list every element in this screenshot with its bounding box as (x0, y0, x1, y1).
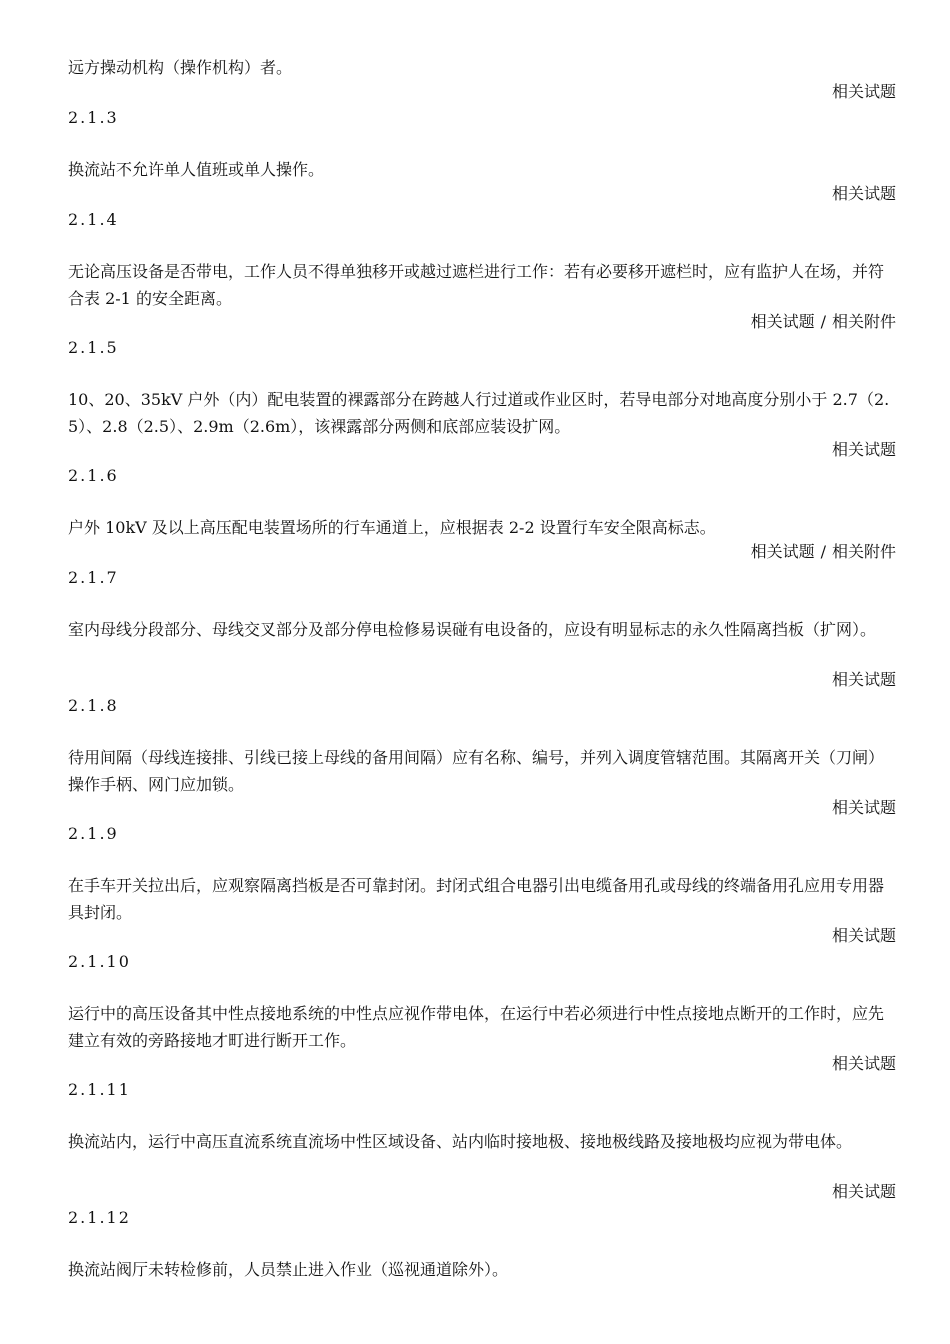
related-attachments-link[interactable]: 相关附件 (831, 542, 896, 561)
clause-number: 2.1.12 (68, 1208, 131, 1227)
clause-text: 无论高压设备是否带电，工作人员不得单独移开或越过遮栏进行工作：若有必要移开遮栏时，应有监护人在场，并符合表 2-1 的安全距离。 (68, 262, 885, 308)
clause-number: 2.1.5 (68, 338, 119, 357)
clause-text: 在手车开关拉出后，应观察隔离挡板是否可靠封闭。封闭式组合电器引出电缆备用孔或母线的终端备用孔应用专用器具封闭。 (68, 876, 885, 922)
clause-text: 室内母线分段部分、母线交叉部分及部分停电检修易误碰有电设备的，应设有明显标志的永久性隔离挡板（扩网）。 (68, 620, 877, 639)
clause-links (832, 1180, 896, 1204)
clause-text: 换流站内，运行中高压直流系统直流场中性区域设备、站内临时接地极、接地极线路及接地极均应视为带电体。 (68, 1132, 853, 1151)
link-separator: / (820, 312, 826, 331)
clause-links (832, 438, 896, 462)
link-separator: / (820, 542, 826, 561)
clause-text: 换流站不允许单人值班或单人操作。 (68, 160, 325, 179)
clause-links (832, 668, 896, 692)
related-questions-link[interactable]: 相关试题 (831, 82, 896, 101)
related-questions-link[interactable]: 相关试题 (831, 798, 896, 817)
related-questions-link[interactable]: 相关试题 (831, 1054, 896, 1073)
related-questions-link[interactable]: 相关试题 (831, 670, 896, 689)
related-questions-link[interactable]: 相关试题 (831, 184, 896, 203)
clause-text: 运行中的高压设备其中性点接地系统的中性点应视作带电体，在运行中若必须进行中性点接地点断开的工作时，应先建立有效的旁路接地才町进行断开工作。 (68, 1004, 885, 1050)
related-questions-link[interactable]: 相关试题 (831, 1182, 896, 1201)
intro-text: 远方操动机构（操作机构）者。 (68, 58, 293, 77)
clause-links (751, 310, 896, 334)
clause-text: 户外 10kV 及以上高压配电装置场所的行车通道上，应根据表 2-2 设置行车安全限高标志。 (68, 518, 716, 537)
clause-number: 2.1.8 (68, 696, 119, 715)
clause-number: 2.1.10 (68, 952, 131, 971)
clause-links (751, 540, 896, 564)
clause-number: 2.1.4 (68, 210, 119, 229)
clause-number: 2.1.6 (68, 466, 119, 485)
related-questions-link[interactable]: 相关试题 (750, 312, 815, 331)
clause-number: 2.1.9 (68, 824, 119, 843)
related-questions-link-0[interactable] (832, 80, 896, 104)
clause-number: 2.1.11 (68, 1080, 131, 1099)
clause-text: 待用间隔（母线连接排、引线已接上母线的备用间隔）应有名称、编号，并列入调度管辖范围。其隔离开关（刀闸）操作手柄、网门应加锁。 (68, 748, 885, 794)
related-questions-link[interactable]: 相关试题 (750, 542, 815, 561)
related-questions-link[interactable]: 相关试题 (831, 440, 896, 459)
clause-number: 2.1.3 (68, 108, 119, 127)
related-questions-link[interactable]: 相关试题 (831, 926, 896, 945)
clause-links (832, 796, 896, 820)
clause-text: 换流站阀厅未转检修前，人员禁止进入作业（巡视通道除外）。 (68, 1260, 509, 1279)
clause-text: 10、20、35kV 户外（内）配电装置的裸露部分在跨越人行过道或作业区时，若导电部分对地高度分别小于 2.7（2.5）、2.8（2.5）、2.9m（2.6m），该裸露部分两侧和底部应装设扩网。 (68, 390, 890, 436)
clause-number: 2.1.7 (68, 568, 119, 587)
clause-links (832, 182, 896, 206)
clause-links (832, 924, 896, 948)
clause-links (832, 1052, 896, 1076)
related-attachments-link[interactable]: 相关附件 (831, 312, 896, 331)
